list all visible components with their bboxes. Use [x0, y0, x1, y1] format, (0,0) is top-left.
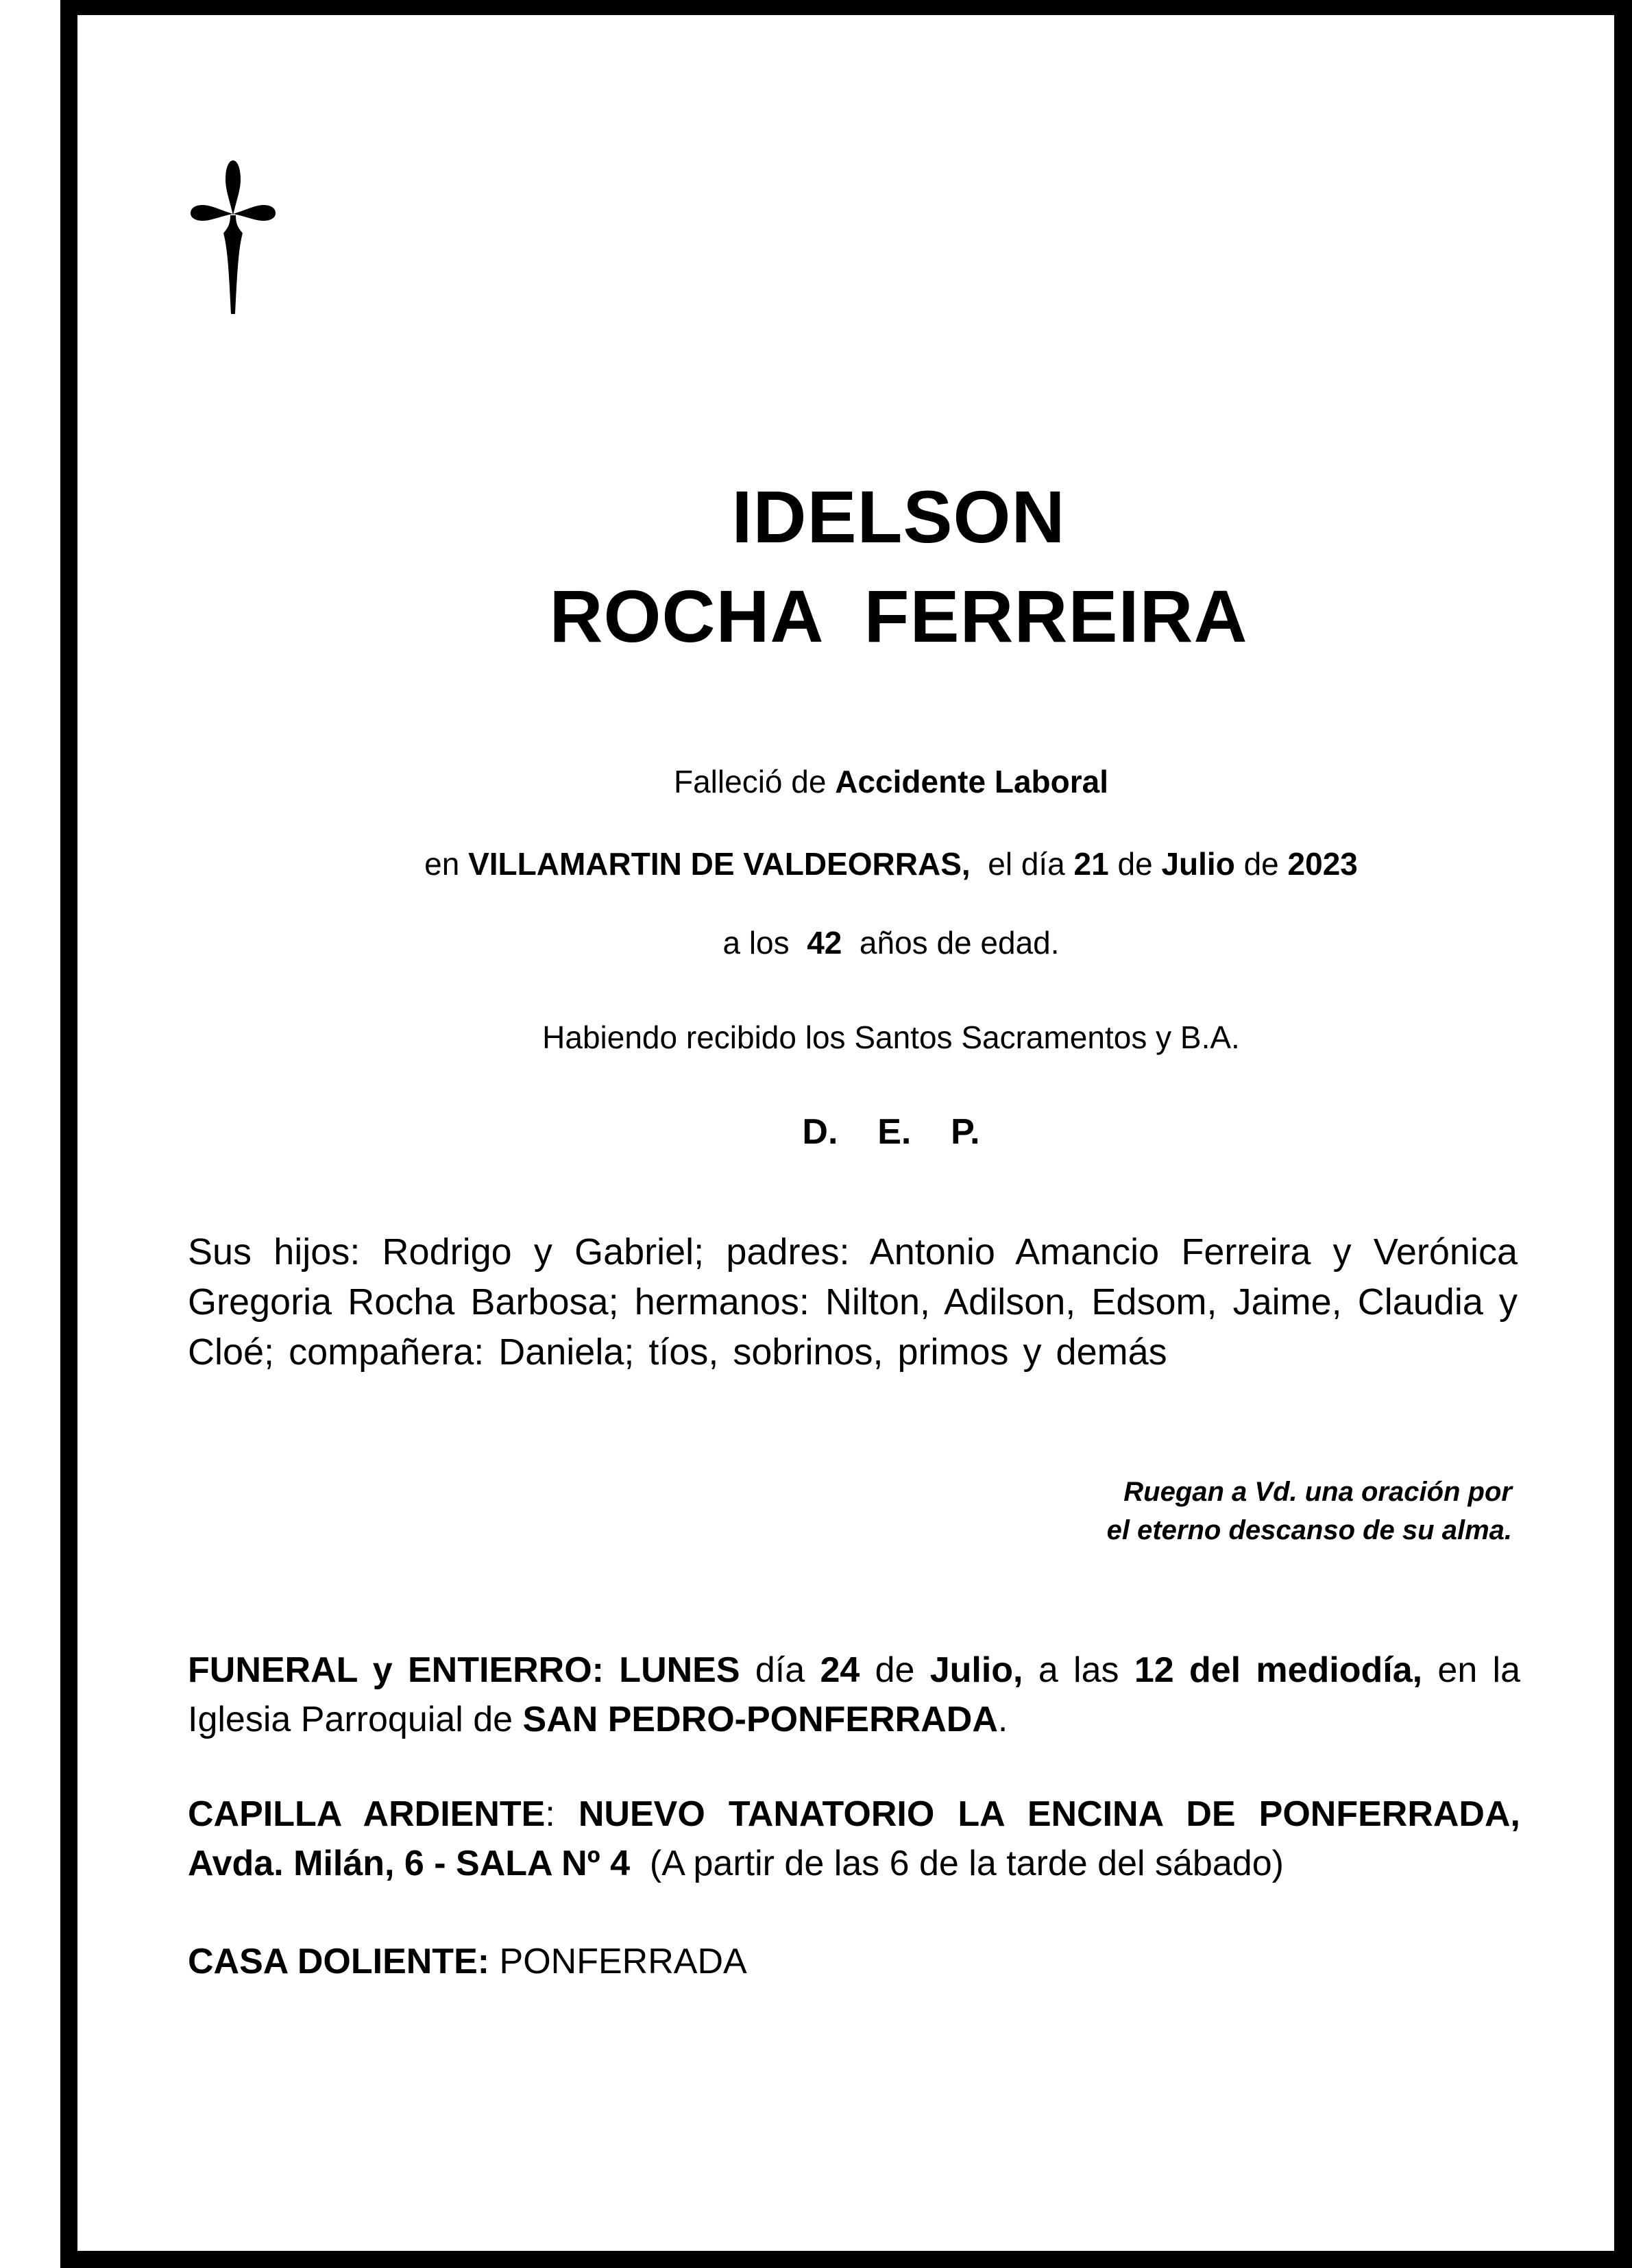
funeral-text: día	[740, 1650, 820, 1690]
funeral-info	[188, 1645, 1520, 1744]
death-place-date-line	[0, 848, 1632, 880]
death-cause-prefix: Falleció de	[673, 764, 836, 799]
age-line	[0, 925, 1632, 961]
capilla-note: (A partir de las 6 de la tarde del sábado)	[630, 1844, 1284, 1883]
death-day: 21	[1073, 846, 1109, 882]
funeral-day: 24	[820, 1650, 860, 1690]
date-connector: de	[1108, 846, 1162, 882]
casa-label: CASA DOLIENTE:	[188, 1942, 490, 1981]
deceased-first-name: IDELSON	[731, 475, 1066, 558]
funeral-month: Julio,	[929, 1650, 1023, 1690]
death-year: 2023	[1287, 846, 1358, 882]
casa-value: PONFERRADA	[489, 1942, 747, 1981]
capilla-label: CAPILLA ARDIENTE	[188, 1794, 546, 1834]
capilla-location: NUEVO TANATORIO LA ENCINA DE PONFERRADA, Avda. Milán, 6 - SALA Nº 4	[188, 1794, 1520, 1883]
family-paragraph: Sus hijos: Rodrigo y Gabriel; padres: Antonio Amancio Ferreira y Verónica Gregoria Rocha Barbosa; hermanos: Nilton, Adilson, Edsom, Jaime, Claudia y Cloé; compañera: Daniela; tíos, sobrinos, primos y demás	[188, 1231, 1518, 1373]
death-month: Julio	[1161, 846, 1235, 882]
cross-of-santiago-icon	[191, 152, 276, 317]
casa-doliente-info	[188, 1937, 1520, 1986]
prayer-request	[891, 1473, 1512, 1549]
place-prefix: en	[424, 846, 469, 882]
capilla-colon: :	[545, 1794, 578, 1834]
funeral-text: .	[997, 1700, 1008, 1739]
date-prefix: el día	[970, 846, 1074, 882]
funeral-label: FUNERAL y ENTIERRO: LUNES	[188, 1650, 740, 1690]
capilla-ardiente-info	[188, 1789, 1520, 1888]
funeral-text: de	[860, 1650, 930, 1690]
deceased-surnames: ROCHA FERREIRA	[549, 575, 1248, 658]
age-suffix: años de edad.	[842, 925, 1060, 961]
age-prefix: a los	[722, 925, 807, 961]
funeral-text: en la Iglesia Parroquial de	[188, 1650, 1521, 1739]
funeral-text: a las	[1023, 1650, 1134, 1690]
prayer-line-1: Ruegan a Vd. una oración por	[1123, 1477, 1512, 1507]
dep-abbreviation: D. E. P.	[802, 1112, 980, 1152]
death-cause: Accidente Laboral	[835, 764, 1108, 799]
prayer-line-2: el eterno descanso de su alma.	[1106, 1515, 1512, 1545]
funeral-time: 12 del mediodía,	[1134, 1650, 1423, 1690]
age-value: 42	[807, 925, 842, 961]
date-connector: de	[1234, 846, 1288, 882]
funeral-church: SAN PEDRO-PONFERRADA	[522, 1700, 998, 1739]
death-cause-line	[0, 766, 1632, 797]
death-place: VILLAMARTIN DE VALDEORRAS,	[468, 846, 971, 882]
sacraments-line: Habiendo recibido los Santos Sacramentos y B.A.	[542, 1020, 1240, 1055]
